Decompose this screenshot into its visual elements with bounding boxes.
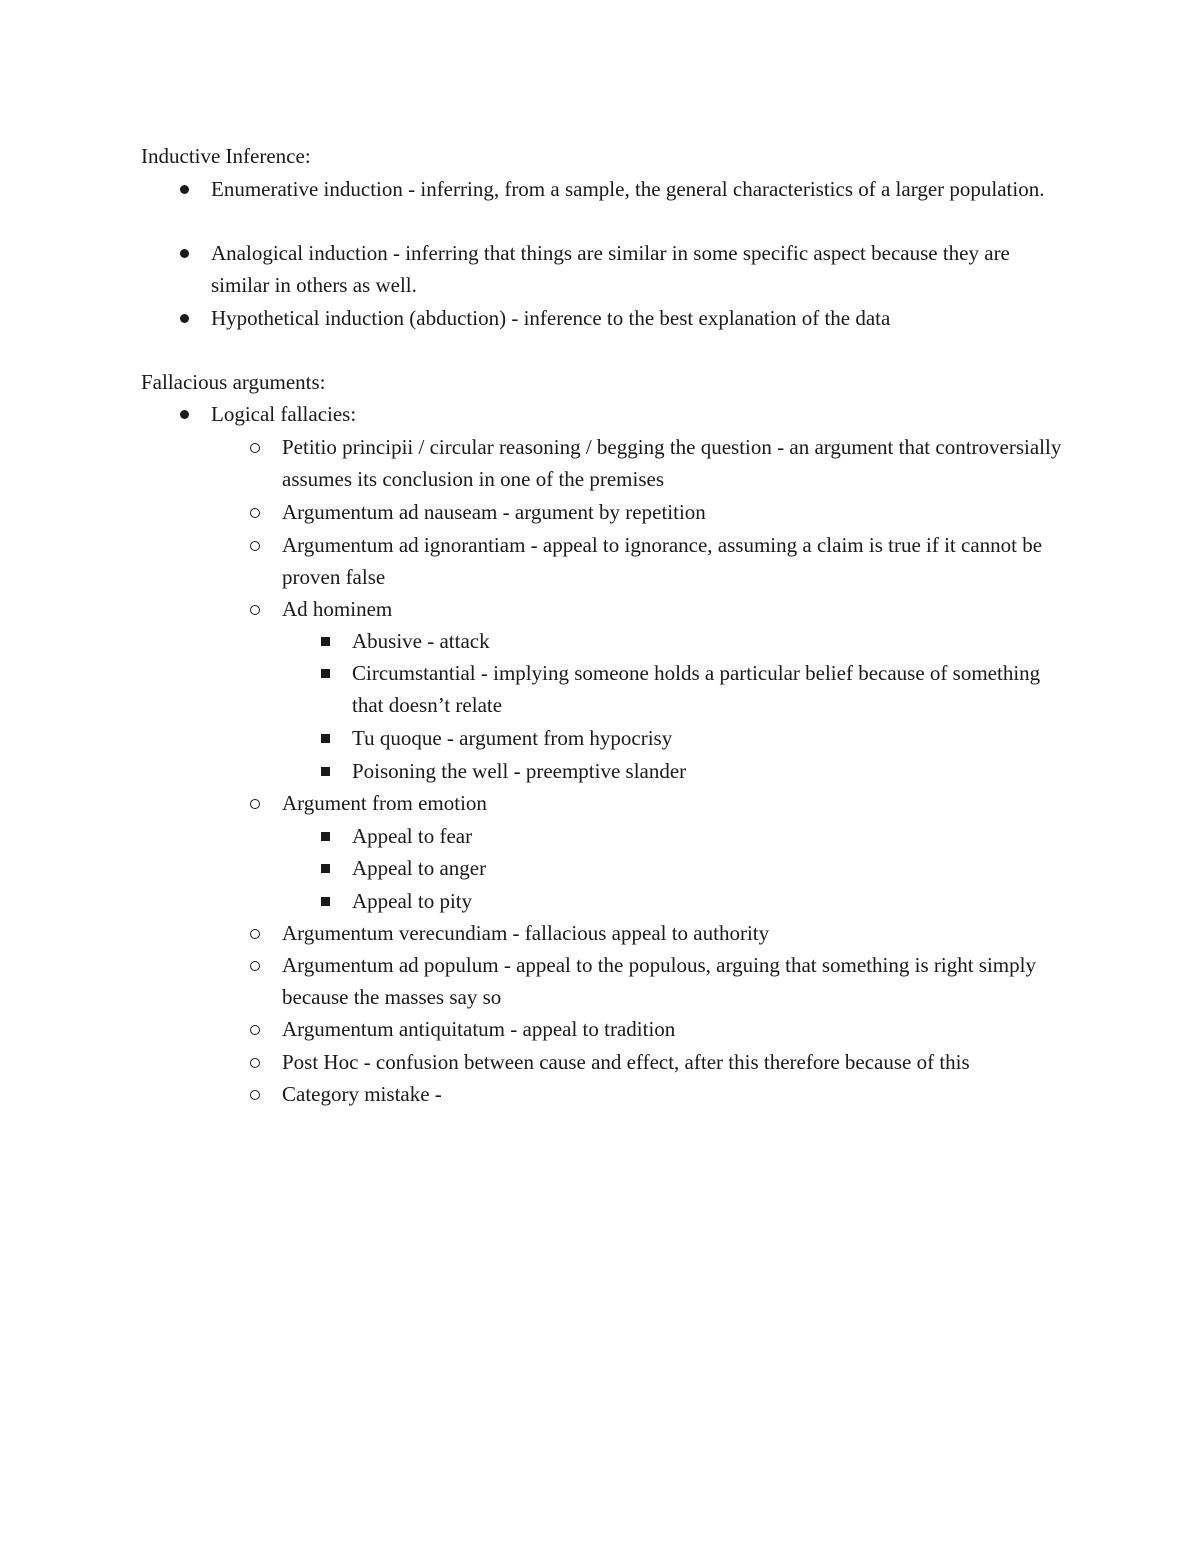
list-item-text: Poisoning the well - preemptive slander bbox=[352, 759, 687, 783]
square-bullet-icon bbox=[315, 852, 335, 884]
list-item-text: Argumentum verecundiam - fallacious appeal to authority bbox=[282, 921, 770, 945]
list-item-tu-quoque bbox=[352, 722, 1072, 754]
circle-bullet-icon bbox=[245, 949, 265, 981]
list-item-argument-from-emotion bbox=[282, 787, 1082, 819]
list-item-poisoning-the-well bbox=[352, 755, 1072, 787]
section-heading-fallacious-arguments: Fallacious arguments: bbox=[141, 370, 326, 394]
circle-bullet-icon bbox=[245, 1013, 265, 1045]
list-item-antiquitatum bbox=[282, 1013, 1082, 1045]
circle-bullet-icon bbox=[245, 787, 265, 819]
circle-bullet-icon bbox=[245, 917, 265, 949]
list-item-enumerative-induction bbox=[211, 173, 1071, 205]
circle-bullet-icon bbox=[245, 529, 265, 561]
list-item-text: Abusive - attack bbox=[352, 629, 490, 653]
list-item-text: Hypothetical induction (abduction) - inference to the best explanation of the data bbox=[211, 306, 891, 330]
list-item-ad-nauseam bbox=[282, 496, 1082, 528]
list-item-text: Appeal to anger bbox=[352, 856, 487, 880]
list-item-ad-ignorantiam bbox=[282, 529, 1082, 594]
square-bullet-icon bbox=[315, 885, 335, 917]
list-item-text: Enumerative induction - inferring, from a sample, the general characteristics of a larger population. bbox=[211, 177, 1045, 201]
list-item-abusive bbox=[352, 625, 1072, 657]
circle-bullet-icon bbox=[245, 593, 265, 625]
list-item-text: Logical fallacies: bbox=[211, 402, 357, 426]
list-item-text: Argumentum ad nauseam - argument by repetition bbox=[282, 500, 706, 524]
list-item-text: Tu quoque - argument from hypocrisy bbox=[352, 726, 673, 750]
list-item-text: Ad hominem bbox=[282, 597, 393, 621]
square-bullet-icon bbox=[315, 820, 335, 852]
bullet-icon bbox=[174, 173, 194, 205]
square-bullet-icon bbox=[315, 755, 335, 787]
list-item-text: Argument from emotion bbox=[282, 791, 487, 815]
list-item-text: Circumstantial - implying someone holds a particular belief because of something that doesn’t relate bbox=[352, 661, 1041, 718]
list-item-petitio-principii bbox=[282, 431, 1082, 496]
list-item-text: Post Hoc - confusion between cause and effect, after this therefore because of this bbox=[282, 1050, 970, 1074]
list-item-text: Argumentum antiquitatum - appeal to tradition bbox=[282, 1017, 676, 1041]
list-item-text: Argumentum ad ignorantiam - appeal to ignorance, assuming a claim is true if it cannot be proven false bbox=[282, 533, 1043, 590]
square-bullet-icon bbox=[315, 657, 335, 689]
list-item-hypothetical-induction bbox=[211, 302, 1071, 334]
section-heading-inductive-inference: Inductive Inference: bbox=[141, 144, 311, 168]
list-item-text: Appeal to pity bbox=[352, 889, 473, 913]
square-bullet-icon bbox=[315, 625, 335, 657]
list-item-ad-hominem bbox=[282, 593, 1082, 625]
list-item-appeal-to-anger bbox=[352, 852, 1072, 884]
list-item-circumstantial bbox=[352, 657, 1072, 722]
list-item-text: Petitio principii / circular reasoning / begging the question - an argument that controversially assumes its conclusion in one of the premises bbox=[282, 435, 1062, 492]
list-item-text: Analogical induction - inferring that things are similar in some specific aspect because they are similar in others as well. bbox=[211, 241, 1010, 298]
list-item-text: Appeal to fear bbox=[352, 824, 473, 848]
bullet-icon bbox=[174, 237, 194, 269]
bullet-icon bbox=[174, 398, 194, 430]
list-item-appeal-to-fear bbox=[352, 820, 1072, 852]
list-item-verecundiam bbox=[282, 917, 1082, 949]
list-item-text: Argumentum ad populum - appeal to the populous, arguing that something is right simply because the masses say so bbox=[282, 953, 1036, 1010]
square-bullet-icon bbox=[315, 722, 335, 754]
circle-bullet-icon bbox=[245, 1078, 265, 1110]
list-item-logical-fallacies bbox=[211, 398, 1071, 430]
list-item-text: Category mistake - bbox=[282, 1082, 442, 1106]
list-item-appeal-to-pity bbox=[352, 885, 1072, 917]
list-item-post-hoc bbox=[282, 1046, 1082, 1078]
list-item-ad-populum bbox=[282, 949, 1082, 1014]
bullet-icon bbox=[174, 302, 194, 334]
list-item-category-mistake bbox=[282, 1078, 1082, 1110]
circle-bullet-icon bbox=[245, 1046, 265, 1078]
list-item-analogical-induction bbox=[211, 237, 1071, 302]
circle-bullet-icon bbox=[245, 496, 265, 528]
circle-bullet-icon bbox=[245, 431, 265, 463]
